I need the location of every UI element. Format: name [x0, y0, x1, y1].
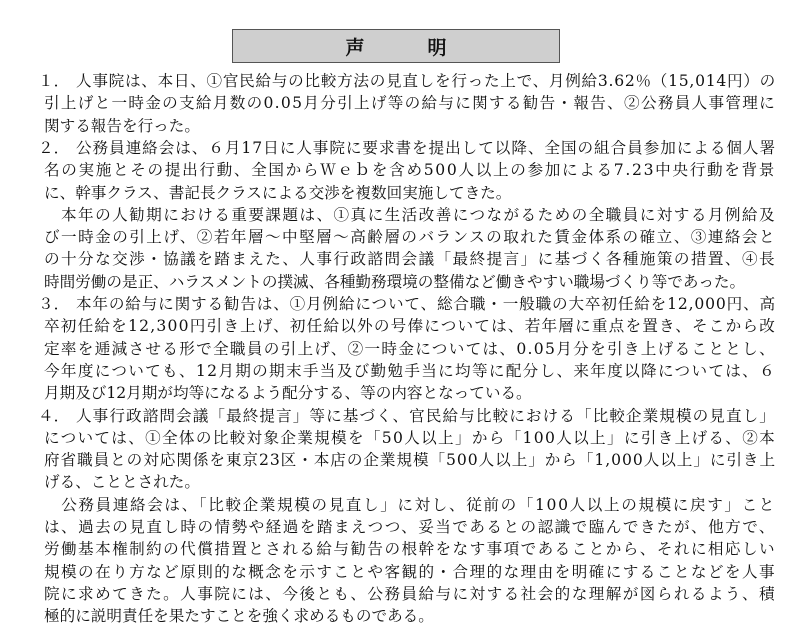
- paragraph-line: については、①全体の比較対象企業規模を「50人以上」から「100人以上」に引き上げる、②本: [44, 428, 776, 447]
- document-title: 声 明: [345, 36, 469, 59]
- paragraph-line: げる、こととされた。: [44, 473, 200, 492]
- paragraph-line: 引上げと一時金の支給月数の0.05月分引上げ等の給与に関する勧告・報告、②公務員人事管理に: [44, 94, 776, 113]
- item-number: ４．: [38, 406, 70, 425]
- title-box: [232, 29, 560, 63]
- paragraph-line: の十分な交渉・協議を踏まえた、人事行政諮問会議「最終提言」に基づく各種施策の措置、④長: [44, 250, 776, 269]
- paragraph-line: 人事行政諮問会議「最終提言」等に基づく、官民給与比較における「比較企業規模の見直し」: [76, 406, 776, 425]
- paragraph-line: び一時金の引上げ、②若年層～中堅層～高齢層のバランスの取れた賃金体系の確立、③連絡会と: [44, 228, 776, 247]
- paragraph-line: 今年度についても、12月期の期末手当及び勤勉手当に均等に配分し、来年度以降については、６: [44, 361, 776, 380]
- paragraph-line: 公務員連絡会は、「比較企業規模の見直し」に対し、従前の「100人以上の規模に戻す」こと: [44, 495, 776, 514]
- item-number: ２．: [38, 138, 70, 157]
- paragraph-line: 府省職員との対応関係を東京23区・本店の企業規模「500人以上」から「1,000人以上」に引き上: [44, 451, 776, 470]
- paragraph-line: 院に求めてきた。人事院には、今後とも、公務員給与に対する社会的な理解が図られるよう、積: [44, 584, 776, 603]
- paragraph-line: 関する報告を行った。: [44, 116, 200, 135]
- item-number: １．: [38, 72, 70, 90]
- paragraph-line: 卒初任給を12,300円引き上げ、初任給以外の号俸については、若年層に重点を置き、そこから改: [44, 317, 776, 336]
- paragraph-line: 規模の在り方など原則的な概念を示すことや客観的・合理的な理由を明確にすることなどを人事: [44, 562, 776, 581]
- item-number: ３．: [38, 295, 70, 313]
- paragraph-line: に、幹事クラス、書記長クラスによる交渉を複数回実施してきた。: [44, 183, 512, 202]
- paragraph-line: 本年の給与に関する勧告は、①月例給について、総合職・一般職の大卒初任給を12,000円、高: [76, 295, 776, 313]
- paragraph-line: 本年の人勧期における重要課題は、①真に生活改善につながるための全職員に対する月例給及: [44, 205, 776, 224]
- paragraph-line: 定率を逓減させる形で全職員の引上げ、②一時金については、0.05月分を引き上げることとし、: [44, 339, 776, 358]
- paragraph-line: は、過去の見直し時の情勢や経過を踏まえつつ、妥当であるとの認識で臨んできたが、他方で、: [44, 518, 776, 536]
- paragraph-line: 労働基本権制約の代償措置とされる給与勧告の根幹をなす事項であることから、それに相応しい: [44, 540, 776, 559]
- paragraph-line: 極的に説明責任を果たすことを強く求めるものである。: [44, 607, 434, 626]
- paragraph-line: 人事院は、本日、①官民給与の比較方法の見直しを行った上で、月例給3.62％（15,014円）の: [76, 72, 776, 90]
- paragraph-line: 月期及び12月期が均等になるよう配分する、等の内容となっている。: [44, 384, 532, 403]
- paragraph-line: 公務員連絡会は、６月17日に人事院に要求書を提出して以降、全国の組合員参加による個人署: [76, 138, 776, 157]
- paragraph-line: 時間労働の是正、ハラスメントの撲滅、各種勤務環境の整備など働きやすい職場づくり等であった。: [44, 272, 746, 291]
- paragraph-line: 名の実施とその提出行動、全国からＷｅｂを含め500人以上の参加による7.23中央行動を背景: [44, 161, 776, 180]
